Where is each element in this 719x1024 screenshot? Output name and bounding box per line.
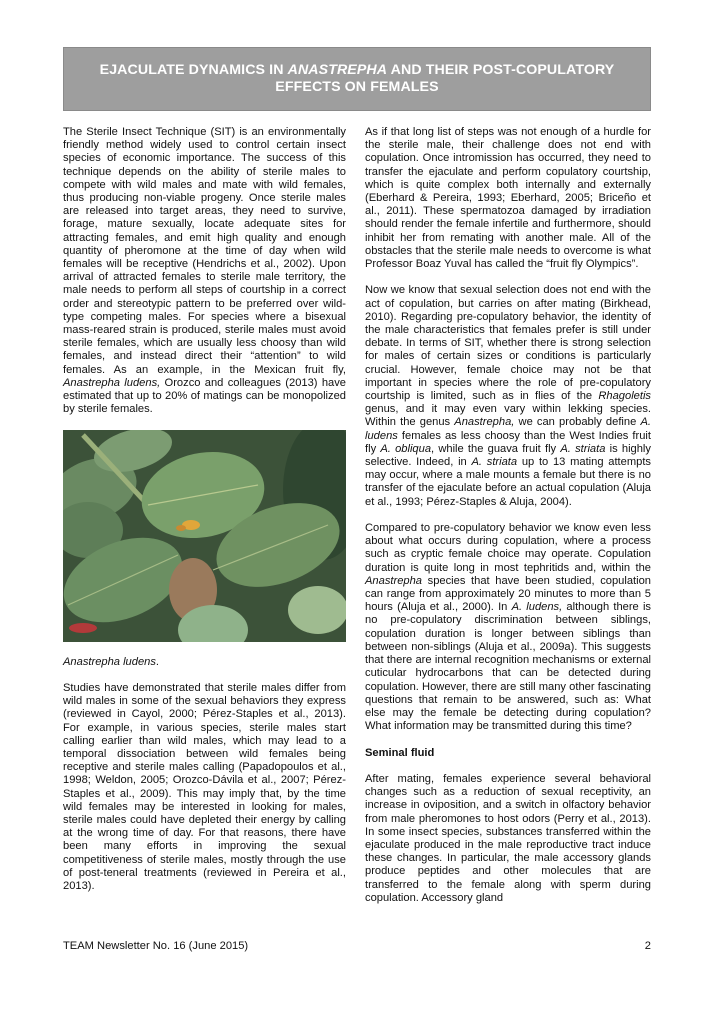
text: up to 13 mating attempts may occur, where a male mounts a female but there is no transfer of the ejaculate before an actual copulation (Aluja et al., 1993; Pérez-Staples & Aluja, 2004). (365, 456, 651, 508)
right-column (365, 126, 651, 905)
text: The Sterile Insect Technique (SIT) is an environmentally friendly method widely used to control certain insect species of economic importance. The success of this technique depends on the ability of sterile males to compete with wild males and mate with wild females, thus producing non-viable progeny. Once sterile males are released into target areas, they need to survive, forage, mature sexually, locate adequate sites for attracting females, and emit high quality and enough quantity of pheromone at the time of day when wild females will be receptive (Hendrichs et al., 2002). Upon arrival of attracted females to sterile male territory, the male needs to perform all steps of courtship in a correct order and stereotypic pattern to be preferred over wild-type competing males. For species where a bisexual mass-reared strain is produced, sterile males must avoid sterile females, which are usually less choosy than wild females, and instead direct their “attention” to wild females. As an example, in the Mexican fruit fly, (63, 126, 346, 376)
genus-name: Rhagoletis (598, 390, 651, 403)
anastrepha-ludens-photo (63, 430, 346, 642)
genus-name: Anastrepha (365, 574, 422, 587)
title-part1: EJACULATE DYNAMICS IN (99, 62, 288, 78)
genus-name: Anastrepha, (454, 416, 515, 429)
text: Orozco and colleagues (2013) have estimated that up to 20% of matings can be monopolized by sterile females. (63, 376, 346, 416)
species-name: A. ludens, (511, 601, 563, 614)
caption-text: Anastrepha ludens (63, 655, 156, 668)
species-name: Anastrepha ludens, (63, 376, 161, 389)
text: is highly selective. Indeed, in (365, 442, 651, 469)
text: species that have been studied, copulation can range from approximately 20 minutes to more than 5 hours (Aluja et al., 2000). In (365, 574, 651, 614)
text: although there is no pre-copulatory discrimination between siblings, copulation duration is longer between siblings than between non-siblings (Aluja et al., 2009a). This suggests that there are internal recognition mechanisms or external cuticular hydrocarbons that can be detected during copulation. However, there are still many other fascinating questions that remain to be answered, such as: What else may the female be detecting during copulation? What information may be transmitted during this time? (365, 601, 651, 733)
olympics-paragraph: As if that long list of steps was not enough of a hurdle for the sterile male, their challenge does not end with copulation. Once intromission has occurred, they need to transfer the ejaculate and perform copulatory courtship, which is quite complex both internally and externally (Eberhard & Pereira, 1993; Eberhard, 2005; Briceño et al., 2011). These spermatozoa damaged by irradiation should render the female infertile and furthermore, should inhibit her from remating with another male. All of the obstacles that the sterile male needs to overcome is what Professor Boaz Yuval has called the “fruit fly Olympics”. (365, 126, 651, 271)
sexual-selection-paragraph (365, 284, 651, 508)
sterile-males-paragraph: Studies have demonstrated that sterile males differ from wild males in some of the sexual behaviors they express (reviewed in Cayol, 2000; Pérez-Staples et al., 2013). For example, in various species, sterile males start calling earlier than wild males, which may lead to a temporal dissociation between wild females being receptive and sterile males calling (Papadopoulos et al., 1998; Weldon, 2005; Orozco-Dávila et al., 2007; Pérez-Staples et al., 2009). This may imply that, by the time wild females may be interested in looking for males, sterile males could have depleted their energy by calling at the wrong time of day. For that reasons, there have been many efforts in improving the sexual competitiveness of sterile males, mostly through the use of post-teneral treatments (reviewed in Pereira et al., 2013). (63, 682, 346, 893)
species-name: A. ludens (365, 416, 651, 442)
seminal-fluid-paragraph: After mating, females experience several behavioral changes such as a reduction of sexual receptivity, an increase in oviposition, and a switch in olfactory behavior from male pheromones to host odors (Perry et al., 2013). In some insect species, substances transferred within the ejaculate produced in the male reproductive tract induce these changes. In particular, the male accessory glands produce peptides and other molecules that are transferred to the female along with sperm during copulation. Accessory gland (365, 772, 651, 904)
page-number: 2 (644, 940, 651, 952)
copulation-paragraph (365, 522, 651, 733)
figure-caption (63, 656, 346, 669)
title-banner (63, 47, 651, 111)
text: , while the guava fruit fly (431, 442, 561, 455)
text: Compared to pre-copulatory behavior we know even less about what occurs during copulation, where a process such as cryptic female choice may operate. Copulation duration is quite long in most tephritids and, within the (365, 522, 651, 574)
text: we can probably define (514, 416, 641, 429)
text: females as less choosy than the West Indies fruit fly (365, 429, 651, 455)
title-part2: AND THEIR POST-COPULATORY (387, 62, 615, 78)
species-name: A. obliqua (380, 442, 432, 455)
leaves-illustration (63, 430, 346, 642)
intro-paragraph (63, 126, 346, 416)
species-name: A. striata (560, 442, 606, 455)
species-name: A. striata (471, 456, 518, 469)
title-genus: ANASTREPHA (287, 62, 388, 78)
caption-period: . (155, 655, 160, 668)
left-column (63, 126, 346, 893)
text: Now we know that sexual selection does not end with the act of copulation, but carries on after mating (Birkhead, 2010). Regarding pre-copulatory behavior, the identity of the male characteristics that females prefer is still under debate. In terms of SIT, whether there is strong selection for males of certain sizes or conditions is particularly crucial. However, female choice may not be that important in species where the role of pre-copulatory courtship is limited, such as in flies of the (365, 284, 651, 403)
text: genus, and it may even vary within lekking species. Within the genus (365, 403, 651, 429)
article-title (100, 62, 615, 96)
section-heading-seminal-fluid: Seminal fluid (365, 746, 435, 759)
title-line2: EFFECTS ON FEMALES (275, 79, 439, 95)
newsletter-footer: TEAM Newsletter No. 16 (June 2015) (63, 940, 249, 952)
